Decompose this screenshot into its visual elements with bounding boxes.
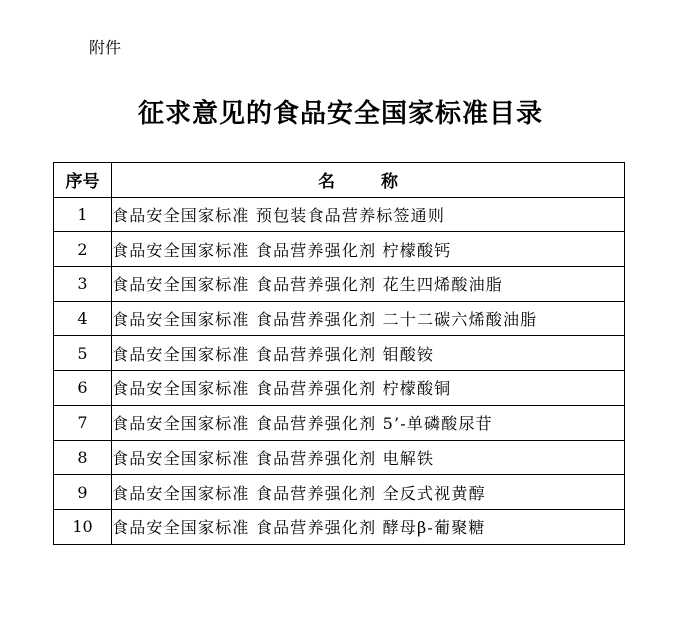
table-row — [54, 197, 625, 232]
table-row — [54, 301, 625, 336]
table-row — [54, 440, 625, 475]
serial-number-cell: 4 — [54, 301, 112, 336]
name-header-label: 名 称 — [318, 172, 418, 193]
table-row — [54, 475, 625, 510]
table-header-row — [54, 163, 625, 198]
document-title: 征求意见的食品安全国家标准目录 — [137, 99, 543, 129]
attachment-label: 附件 — [89, 38, 122, 57]
name-header — [112, 163, 625, 198]
serial-number-cell: 8 — [54, 440, 112, 475]
table-row — [54, 371, 625, 406]
standard-name-cell: 食品安全国家标准 食品营养强化剂 全反式视黄醇 — [112, 475, 625, 510]
standard-name-cell: 食品安全国家标准 食品营养强化剂 花生四烯酸油脂 — [112, 267, 625, 302]
table-row — [54, 405, 625, 440]
standard-name-cell: 食品安全国家标准 食品营养强化剂 柠檬酸铜 — [112, 371, 625, 406]
standard-name-cell: 食品安全国家标准 食品营养强化剂 钼酸铵 — [112, 336, 625, 371]
standard-name-cell: 食品安全国家标准 食品营养强化剂 5’-单磷酸尿苷 — [112, 405, 625, 440]
standard-name-cell: 食品安全国家标准 食品营养强化剂 二十二碳六烯酸油脂 — [112, 301, 625, 336]
serial-number-cell: 10 — [54, 509, 112, 544]
serial-number-cell: 5 — [54, 336, 112, 371]
serial-number-cell: 6 — [54, 371, 112, 406]
standard-name-cell: 食品安全国家标准 预包装食品营养标签通则 — [112, 197, 625, 232]
standards-table — [53, 162, 625, 545]
serial-number-header: 序号 — [54, 163, 112, 198]
serial-number-cell: 2 — [54, 232, 112, 267]
standard-name-cell: 食品安全国家标准 食品营养强化剂 柠檬酸钙 — [112, 232, 625, 267]
standard-name-cell: 食品安全国家标准 食品营养强化剂 电解铁 — [112, 440, 625, 475]
serial-number-cell: 7 — [54, 405, 112, 440]
table-row — [54, 267, 625, 302]
table-row — [54, 232, 625, 267]
table-row — [54, 509, 625, 544]
serial-number-cell: 9 — [54, 475, 112, 510]
table-row — [54, 336, 625, 371]
serial-number-cell: 3 — [54, 267, 112, 302]
serial-number-cell: 1 — [54, 197, 112, 232]
standard-name-cell: 食品安全国家标准 食品营养强化剂 酵母β-葡聚糖 — [112, 509, 625, 544]
